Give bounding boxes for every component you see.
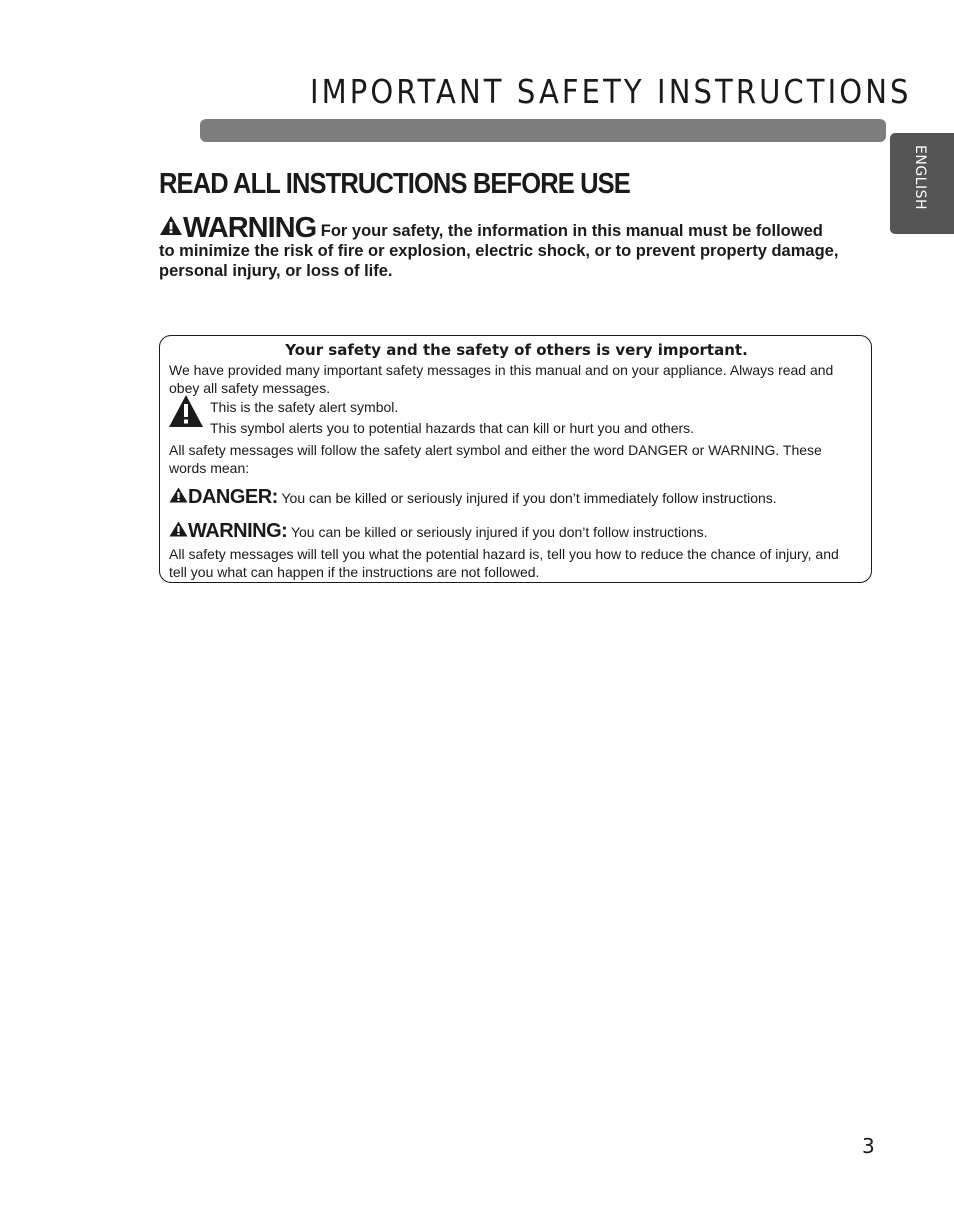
symbol-line-2: This symbol alerts you to potential hazards that can kill or hurt you and others. <box>210 420 695 436</box>
warning-triangle-icon <box>169 487 188 503</box>
safety-box-paragraph-2: All safety messages will follow the safety alert symbol and either the word DANGER or WARNING. These words mean: <box>169 442 822 476</box>
danger-text: You can be killed or seriously injured if you don’t immediately follow instructions. <box>277 490 777 506</box>
warning-text: You can be killed or seriously injured if you don’t follow instructions. <box>287 524 708 540</box>
warning-intro-text: For your safety, the information in this manual must be followed to minimize the risk of fire or explosion, electric shock, or to prevent property damage, personal injury, or loss of life. <box>159 222 839 280</box>
warning-triangle-icon <box>159 215 183 236</box>
safety-box-paragraph-3: All safety messages will tell you what the potential hazard is, tell you how to reduce the chance of injury, and tell you what can happen if the instructions are not followed. <box>169 546 839 580</box>
safety-box-paragraph-1: We have provided many important safety messages in this manual and on your appliance. Always read and obey all safety messages. <box>169 362 834 396</box>
warning-triangle-icon <box>168 394 204 428</box>
page-title: IMPORTANT SAFETY INSTRUCTIONS <box>310 72 912 111</box>
warning-line <box>169 520 708 543</box>
header-bar <box>200 119 886 142</box>
language-tab-label: ENGLISH <box>912 145 928 211</box>
warning-intro <box>159 212 839 281</box>
section-heading: READ ALL INSTRUCTIONS BEFORE USE <box>159 168 630 200</box>
warning-signal-word: WARNING <box>183 212 317 244</box>
danger-signal-word: DANGER: <box>188 486 278 508</box>
danger-line <box>169 486 777 509</box>
safety-message-box <box>159 335 872 583</box>
symbol-line-1: This is the safety alert symbol. <box>210 399 399 415</box>
language-tab <box>890 133 954 234</box>
page-number: 3 <box>862 1134 875 1158</box>
warning-triangle-icon <box>169 521 188 537</box>
warning-signal-word-box: WARNING: <box>188 520 288 542</box>
safety-box-title: Your safety and the safety of others is very important. <box>285 341 748 359</box>
